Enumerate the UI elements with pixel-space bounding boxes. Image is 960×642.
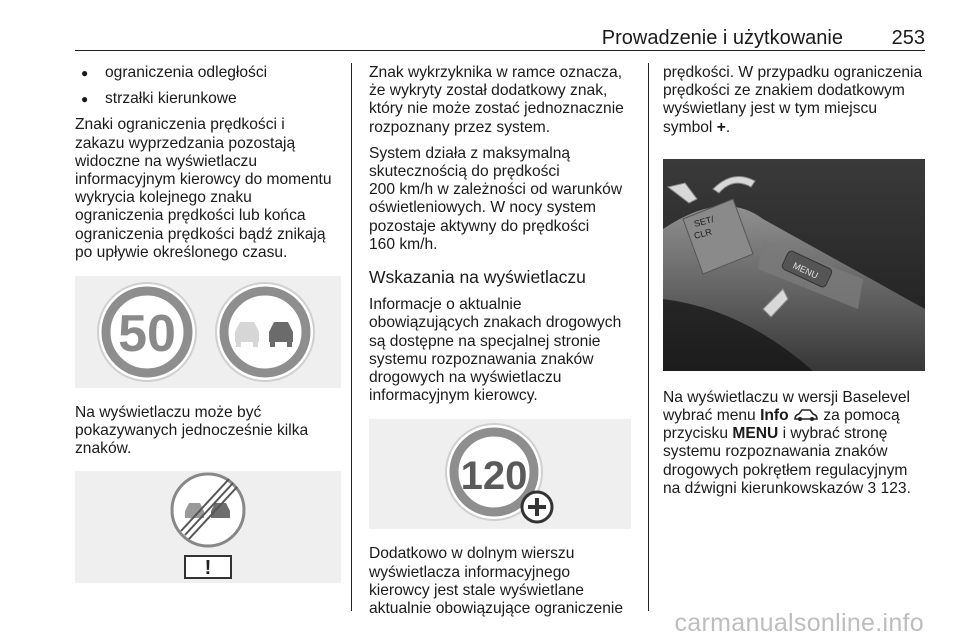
additional-sign-exclamation xyxy=(185,556,231,579)
column-1 xyxy=(75,64,341,583)
paragraph-sign-persistence: Znaki ograniczenia prędkości i zakazu wyprzedzania pozostają widoczne na wyświetlaczu informacyjnym kierowcy do momentu wykrycia kolejnego znaku ograniczenia prędkości lub końca ograniczenia prędkości bądź znikają po upływie określonego czasu. xyxy=(75,116,332,261)
end-no-overtaking-figure xyxy=(75,471,341,583)
paragraph-bottom-row: Dodatkowo w dolnym wierszu wyświetlacza informacyjnego kierowcy jest stale wyświetlane aktualnie obowiązujące ograniczenie xyxy=(369,545,623,618)
speed-limit-120-figure xyxy=(369,419,631,529)
end-no-overtaking-sign xyxy=(172,474,244,546)
car-icon xyxy=(793,408,819,422)
column-2 xyxy=(369,64,635,626)
column-divider-2 xyxy=(648,63,649,611)
section-heading: Wskazania na wyświetlaczu xyxy=(369,267,586,288)
page-title: Prowadzenie i użytkowanie xyxy=(601,27,843,49)
sign-50-number: 50 xyxy=(118,305,176,364)
sign-120-number: 120 xyxy=(460,454,528,499)
bullet-item: ● ograniczenia odległości xyxy=(75,64,341,82)
paragraph-max-speed: System działa z maksymalną skutecznością do prędkości 200 km/h w zależności od warunków oświetleniowych. W nocy system pozostaje aktywny do prędkości 160 km/h. xyxy=(369,144,623,253)
paragraph-multiple-signs: Na wyświetlaczu może być pokazywanych jednocześnie kilka znaków. xyxy=(75,404,309,458)
no-overtaking-sign xyxy=(216,283,314,381)
plus-symbol: + xyxy=(716,118,726,136)
column-divider-1 xyxy=(351,63,352,611)
info-menu-label: Info xyxy=(760,407,789,425)
paragraph-plus-symbol: prędkości. W przypadku ograniczenia prędkości ze znakiem dodatkowym wyświetlany jest w tym miejscu symbol +. xyxy=(663,64,923,136)
watermark: carmanualsonline.info xyxy=(674,609,924,637)
paragraph-baselevel: Na wyświetlaczu w wersji Baselevel wybrać menu Info za pomocą przycisku MENU i wybrać stronę systemu rozpoznawania znaków drogowych pokrętłem regulacyjnym na dźwigni kierunkowskazów 3 123. xyxy=(663,388,911,497)
page-number: 253 xyxy=(891,27,925,49)
page-header xyxy=(75,0,925,51)
menu-button-label: MENU xyxy=(791,260,820,281)
svg-text:SET/: SET/ xyxy=(692,213,715,229)
paragraph-exclamation-meaning: Znak wykrzyknika w ramce oznacza, że wykryty został dodatkowy znak, który nie może zostać jednoznacznie rozpoznany przez system. xyxy=(369,64,624,136)
stalk-control-photo xyxy=(663,159,925,371)
menu-label: MENU xyxy=(732,425,779,443)
bullet-item: ● strzałki kierunkowe xyxy=(75,90,341,108)
svg-text:CLR: CLR xyxy=(692,226,713,241)
speed-limit-sign-50 xyxy=(98,283,196,381)
column-3 xyxy=(663,64,925,506)
plus-circle-icon xyxy=(522,492,552,522)
exclamation-mark: ! xyxy=(204,556,212,579)
paragraph-display-info: Informacje o aktualnie obowiązujących znakach drogowych są dostępne na specjalnej stronie systemu rozpoznawania znaków drogowych na wyświetlaczu informacyjnym kierowcy. xyxy=(369,296,622,405)
speed-limit-overtaking-figure xyxy=(75,276,341,388)
